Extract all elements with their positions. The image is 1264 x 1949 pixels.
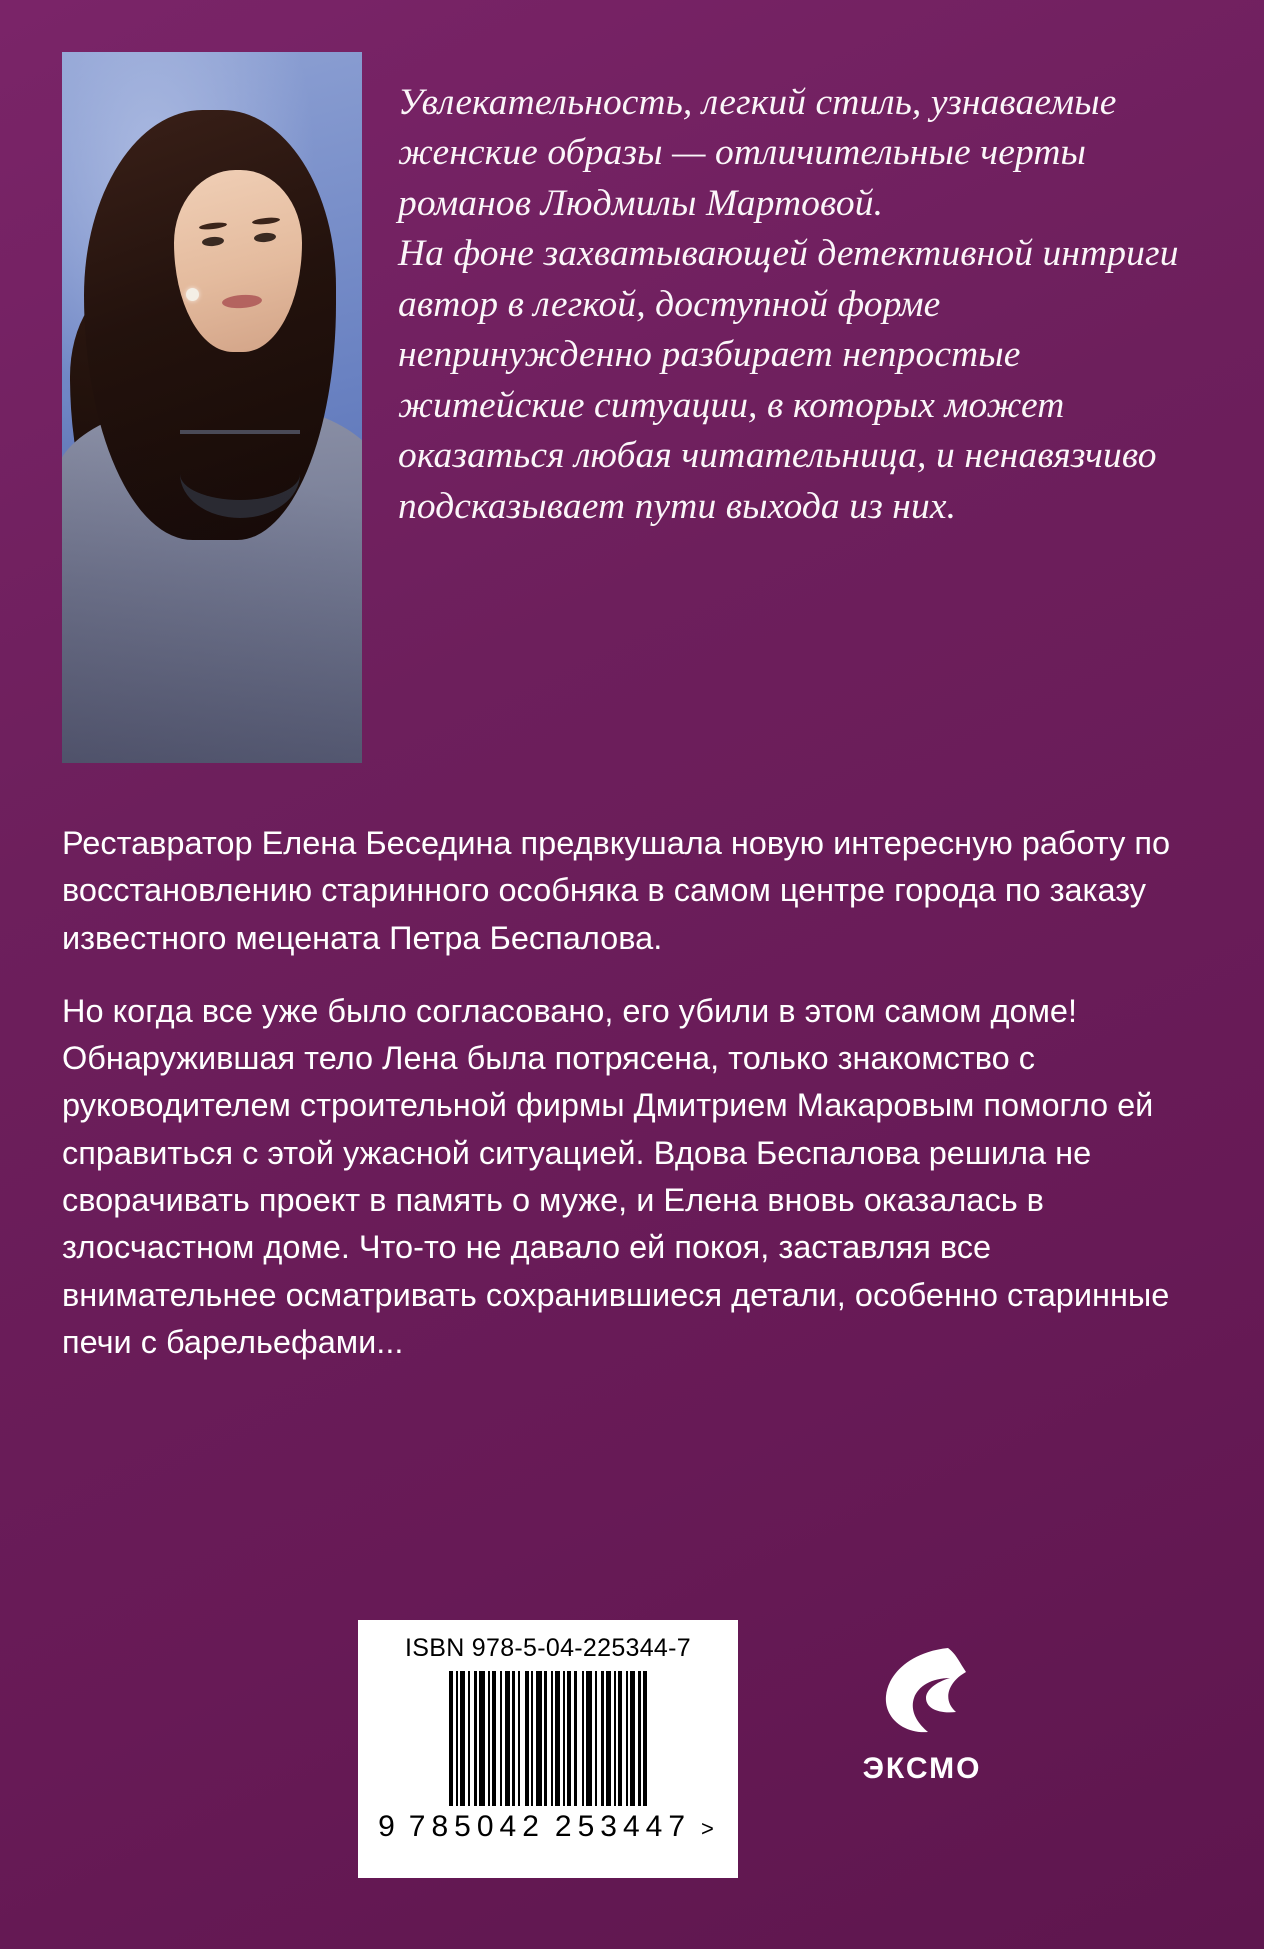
barcode-digit-trail: > bbox=[701, 1816, 718, 1841]
author-photo bbox=[62, 52, 362, 763]
blurb-text bbox=[398, 78, 1198, 532]
publisher-name: ЭКСМО bbox=[862, 1752, 982, 1785]
blurb-paragraph-2: На фоне захватывающей детективной интриги автор в легкой, доступной форме непринужденно разбирает непростые житейские ситуации, в которых может оказаться любая читательница, и ненавязчиво подсказывает пути выхода из них. bbox=[398, 233, 1179, 527]
eksmo-logo-icon bbox=[870, 1638, 974, 1742]
isbn-label: ISBN 978-5-04-225344-7 bbox=[405, 1634, 691, 1662]
annotation-paragraph-2: Но когда все уже было согласовано, его убили в этом самом доме! Обнаружившая тело Лена была потрясена, только знакомство с руководителем строительной фирмы Дмитрием Макаровым помогло ей справиться с этой ужасной ситуацией. Вдова Беспалова решила не сворачивать проект в память о муже, и Елена вновь оказалась в злосчастном доме. Что-то не давало ей покоя, заставляя все внимательнее осматривать сохранившиеся детали, особенно старинные печи с барельефами... bbox=[62, 992, 1170, 1360]
barcode-digits bbox=[368, 1810, 728, 1844]
barcode-digit-lead: 9 bbox=[378, 1810, 399, 1843]
portrait-illustration bbox=[62, 52, 362, 763]
top-section bbox=[0, 0, 1264, 800]
annotation-text bbox=[62, 820, 1214, 1366]
barcode-digit-group-1: 785042 bbox=[408, 1810, 545, 1843]
barcode-digit-group-2: 253447 bbox=[554, 1810, 692, 1843]
blurb-paragraph-1: Увлекательность, легкий стиль, узнаваемые женские образы — отличительные черты романов Людмилы Мартовой. bbox=[398, 82, 1117, 224]
publisher-block bbox=[812, 1638, 1032, 1786]
portrait-shading bbox=[62, 52, 362, 763]
barcode-bars bbox=[368, 1671, 728, 1806]
barcode-block bbox=[358, 1620, 738, 1878]
annotation-paragraph-1: Реставратор Елена Беседина предвкушала новую интересную работу по восстановлению старинного особняка в самом центре города по заказу известного мецената Петра Беспалова. bbox=[62, 825, 1171, 956]
